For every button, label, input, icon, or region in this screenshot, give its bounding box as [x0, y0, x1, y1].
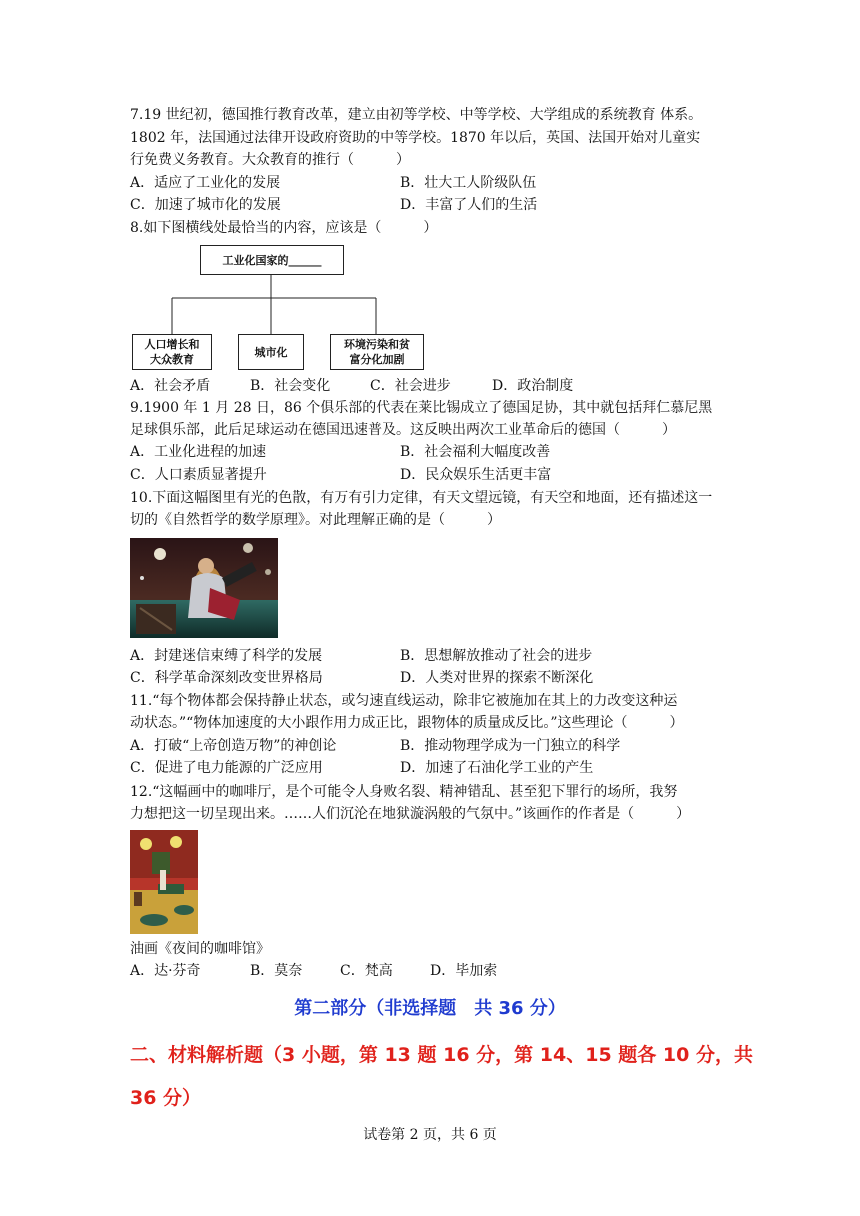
q11-line-1: 11.“每个物体都会保持静止状态，或匀速直线运动，除非它被施加在其上的力改变这种运: [130, 693, 678, 709]
diagram-child-urbanization: 城市化: [238, 334, 304, 370]
q9-option-a: A．工业化进程的加速: [130, 444, 267, 460]
q8-tree-diagram: [128, 242, 428, 374]
q9-option-c: C．人口素质显著提升: [130, 467, 267, 483]
q10-option-c: C．科学革命深刻改变世界格局: [130, 670, 323, 686]
q7-line-1: 7.19 世纪初，德国推行教育改革，建立由初等学校、中等学校、大学组成的系统教育 体系。: [130, 107, 703, 123]
newton-painting-image: [130, 538, 278, 638]
q11-option-b: B．推动物理学成为一门独立的科学: [400, 738, 621, 754]
part-two-title: 第二部分（非选择题 共 36 分）: [294, 998, 566, 1019]
q11-option-d: D．加速了石油化学工业的产生: [400, 760, 594, 776]
q8-option-a: A．社会矛盾: [130, 378, 211, 394]
section-two-heading-line-2: 36 分）: [130, 1087, 202, 1109]
page-footer: 试卷第 2 页，共 6 页: [363, 1127, 497, 1143]
q12-option-b: B．莫奈: [250, 963, 303, 979]
q12-option-d: D．毕加索: [430, 963, 498, 979]
q7-option-a: A．适应了工业化的发展: [130, 175, 281, 191]
diagram-child-pollution: 环境污染和贫 富分化加剧: [330, 334, 424, 370]
q9-line-2: 足球俱乐部，此后足球运动在德国迅速普及。这反映出两次工业革命后的德国（ ）: [130, 422, 676, 438]
q8-option-d: D．政治制度: [492, 378, 574, 394]
q10-option-a: A．封建迷信束缚了科学的发展: [130, 648, 323, 664]
q7-option-c: C．加速了城市化的发展: [130, 197, 281, 213]
q12-option-c: C．梵高: [340, 963, 393, 979]
section-two-heading-line-1: 二、材料解析题（3 小题，第 13 题 16 分，第 14、15 题各 10 分，共: [130, 1044, 753, 1066]
q12-caption: 油画《夜间的咖啡馆》: [130, 941, 270, 957]
q12-line-2: 力想把这一切呈现出来。……人们沉沦在地狱漩涡般的气氛中。”该画作的作者是（ ）: [130, 806, 691, 822]
diagram-child-population: 人口增长和 大众教育: [132, 334, 212, 370]
q10-option-d: D．人类对世界的探索不断深化: [400, 670, 594, 686]
q9-line-1: 9.1900 年 1 月 28 日，86 个俱乐部的代表在莱比锡成立了德国足协，其中就包括拜仁慕尼黑: [130, 400, 713, 416]
q8-option-c: C．社会进步: [370, 378, 451, 394]
q7-line-2: 1802 年，法国通过法律开设政府资助的中等学校。1870 年以后，英国、法国开始对儿童实: [130, 130, 701, 146]
q11-option-c: C．促进了电力能源的广泛应用: [130, 760, 323, 776]
q10-line-1: 10.下面这幅图里有光的色散，有万有引力定律，有天文望远镜，有天空和地面，还有描述这一: [130, 490, 713, 506]
q8-stem: 8.如下图横线处最恰当的内容，应该是（ ）: [130, 220, 438, 236]
q8-option-b: B．社会变化: [250, 378, 331, 394]
q12-option-a: A．达·芬奇: [130, 963, 201, 979]
q7-line-3: 行免费义务教育。大众教育的推行（ ）: [130, 152, 410, 168]
q10-line-2: 切的《自然哲学的数学原理》。对此理解正确的是（ ）: [130, 512, 501, 528]
q10-option-b: B．思想解放推动了社会的进步: [400, 648, 593, 664]
q7-option-b: B．壮大工人阶级队伍: [400, 175, 537, 191]
q11-line-2: 动状态。”“物体加速度的大小跟作用力成正比，跟物体的质量成反比。”这些理论（ ）: [130, 715, 684, 731]
q7-option-d: D．丰富了人们的生活: [400, 197, 538, 213]
q9-option-b: B．社会福利大幅度改善: [400, 444, 551, 460]
diagram-root-box: 工业化国家的______: [200, 245, 344, 275]
q9-option-d: D．民众娱乐生活更丰富: [400, 467, 552, 483]
night-cafe-painting-image: [130, 830, 198, 934]
q11-option-a: A．打破“上帝创造万物”的神创论: [130, 738, 337, 754]
q12-line-1: 12.“这幅画中的咖啡厅，是个可能令人身败名裂、精神错乱、甚至犯下罪行的场所，我努: [130, 784, 678, 800]
